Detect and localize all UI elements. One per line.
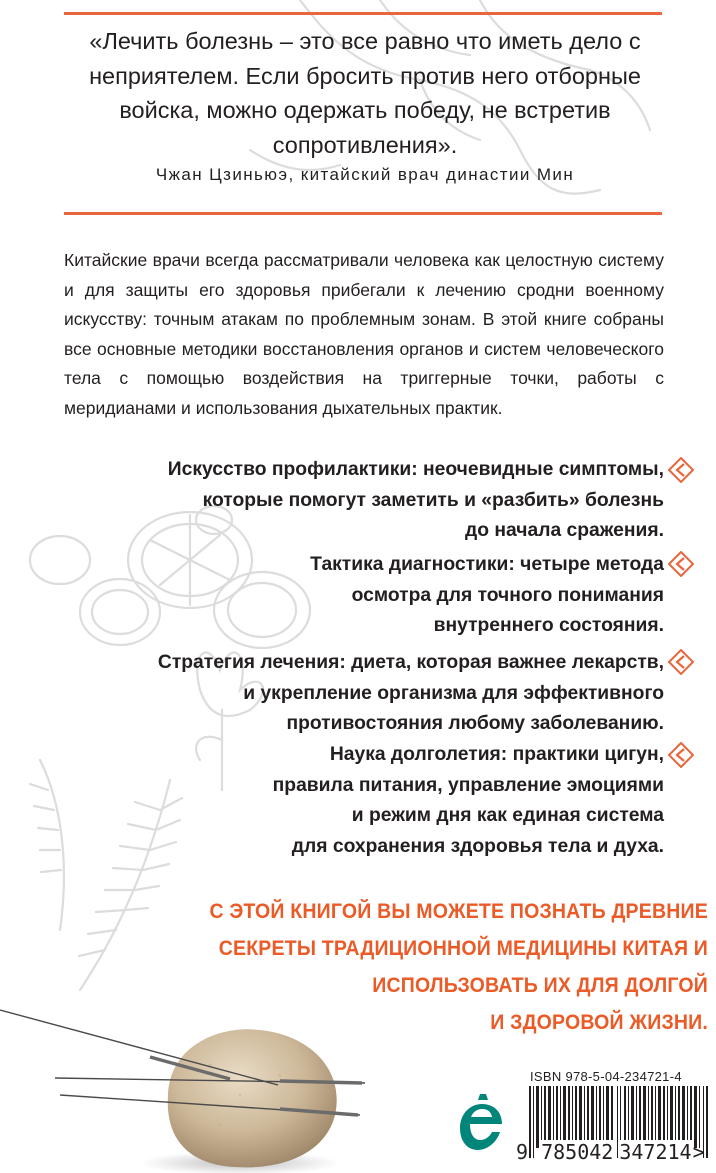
bullet-line: Стратегия лечения: диета, которая важнее лекарств, xyxy=(157,652,664,673)
feature-bullet-diagnostics xyxy=(310,550,664,642)
quote-author: Чжан Цзиньюэ, китайский врач династии Мин xyxy=(155,165,575,184)
bullet-line: которые помогут заметить и «разбить» болезнь xyxy=(202,489,664,511)
bullet-line: Наука долголетия: практики цигун, xyxy=(329,744,664,765)
cta-line: И ЗДОРОВОЙ ЖИЗНИ. xyxy=(490,1011,708,1034)
diamond-chevron-icon xyxy=(668,742,694,768)
isbn-quiet-zone-arrow: > xyxy=(692,1140,705,1164)
bullet-line: Искусство профилактики: неочевидные симптомы, xyxy=(167,459,664,480)
epigraph-quote xyxy=(60,24,670,162)
isbn-barcode-digits xyxy=(516,1140,716,1173)
bottom-accent-rule xyxy=(64,212,662,215)
cta-line: СЕКРЕТЫ ТРАДИЦИОННОЙ МЕДИЦИНЫ КИТАЯ И xyxy=(218,937,708,960)
isbn-digit-first: 9 xyxy=(516,1140,529,1164)
publisher-e-logo xyxy=(456,1092,508,1154)
diamond-chevron-icon xyxy=(668,649,694,675)
quote-line: «Лечить болезнь – это все равно что иметь дело с xyxy=(89,28,641,54)
bullet-line: правила питания, управление эмоциями xyxy=(272,774,664,796)
intro-paragraph: Китайские врачи всегда рассматривали человека как целостную систему и для защиты его здоровья прибегали к лечению сродни военному искусству: точным атакам по проблемным зонам. В этой книге собраны все основные методики восстановления органов и систем человеческого тела с помощью воздействия на триггерные точки, работы с меридианами и использования дыхательных практик. xyxy=(64,250,664,418)
isbn-digit-group-1: 785042 xyxy=(541,1140,614,1164)
bullet-line: и укрепление организма для эффективного xyxy=(243,682,664,704)
acupuncture-stone-image xyxy=(0,975,420,1173)
quote-line: сопротивления». xyxy=(272,131,458,158)
diamond-chevron-icon xyxy=(668,457,694,483)
bullet-line: осмотра для точного понимания xyxy=(351,584,664,606)
isbn-label: ISBN 978-5-04-234721-4 xyxy=(530,1069,682,1084)
bullet-line: и режим дня как единая система xyxy=(351,805,664,826)
diamond-chevron-icon xyxy=(668,551,694,577)
cta-line: С ЭТОЙ КНИГОЙ ВЫ МОЖЕТЕ ПОЗНАТЬ ДРЕВНИЕ xyxy=(209,900,708,923)
cta-line: ИСПОЛЬЗОВАТЬ ИХ ДЛЯ ДОЛГОЙ xyxy=(372,974,708,997)
isbn-digit-group-2: 347214 xyxy=(619,1140,692,1164)
bullet-line: для сохранения здоровья тела и духа. xyxy=(291,835,664,857)
bullet-line: внутреннего состояния. xyxy=(433,615,664,636)
feature-bullet-prevention xyxy=(168,455,664,547)
quote-line: войска, можно одержать победу, не встретив xyxy=(119,97,611,123)
bullet-line: противостояния любому заболеванию. xyxy=(286,713,664,734)
top-accent-rule xyxy=(64,12,662,15)
quote-line: неприятелем. Если бросить против него отборные xyxy=(89,62,641,89)
bullet-line: до начала сражения. xyxy=(465,520,664,541)
feature-bullet-longevity xyxy=(273,740,664,862)
feature-bullet-treatment xyxy=(158,648,664,740)
bullet-line: Тактика диагностики: четыре метода xyxy=(310,554,664,575)
